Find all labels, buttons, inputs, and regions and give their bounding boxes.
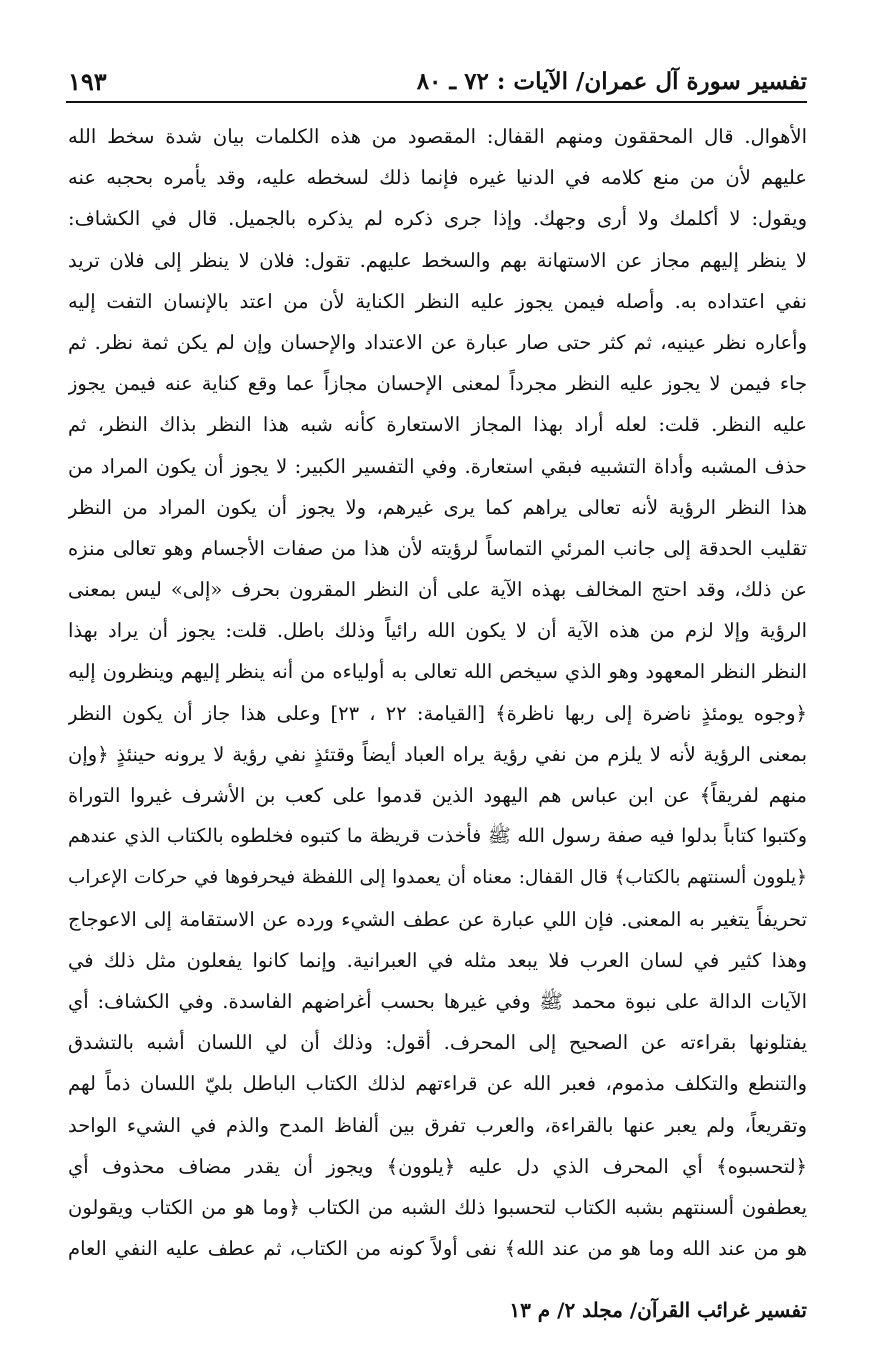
text-line: عليه النظر. قلت: لعله أراد بهذا المجاز الاستعارة كأنه شبه هذا النظر بذاك النظر، ثم bbox=[68, 413, 807, 437]
text-line: وهذا كثير في لسان العرب فلا يبعد مثله في العبرانية. وإنما كانوا يفعلون مثل ذلك في bbox=[68, 948, 807, 972]
text-line: الأهوال. قال المحققون ومنهم القفال: المقصود من هذه الكلمات بيان شدة سخط الله bbox=[68, 125, 807, 148]
page-number: ١٩٣ bbox=[68, 67, 107, 96]
text-line: الرؤية وإلا لزم من هذه الآية أن لا يكون الله رائياً وذلك باطل. قلت: يجوز أن يراد بهذا bbox=[68, 619, 807, 643]
running-header bbox=[68, 56, 807, 102]
footer-signature: تفسير غرائب القرآن/ مجلد ٢/ م ١٣ bbox=[509, 1298, 807, 1322]
text-line: عن ذلك، وقد احتج المخالف بهذه الآية على أن النظر المقرون بحرف «إلى» ليس بمعنى bbox=[68, 578, 807, 602]
text-line: ﴿يلوون ألسنتهم بالكتاب﴾ قال القفال: معناه أن يعمدوا إلى اللفظة فيحرفوها في حركات الإعراب bbox=[68, 867, 807, 889]
text-line: بمعنى الرؤية لأنه لا يلزم من نفي رؤية يراه العباد أيضاً وقتئذٍ نفي رؤية لا يرونه حينئذٍ ﴿وإن bbox=[68, 742, 807, 766]
text-line: هو من عند الله وما هو من عند الله﴾ نفى أولاً كونه من الكتاب، ثم عطف عليه النفي العام bbox=[68, 1237, 807, 1261]
text-line: منهم لفريقاً﴾ عن ابن عباس هم اليهود الذين قدموا على كعب بن الأشرف غيروا التوراة bbox=[68, 784, 807, 807]
text-line: هذا النظر الرؤية لأنه تعالى يراهم كما يرى غيرهم، ولا يجوز أن يكون المراد من النظر bbox=[68, 495, 807, 519]
text-line: يفتلونها بقراءته عن الصحيح إلى المحرف. أقول: وذلك أن لي اللسان أشبه بالتشدق bbox=[68, 1031, 807, 1055]
text-line: ﴿وجوه يومئذٍ ناضرة إلى ربها ناظرة﴾ [القيامة: ٢٢ ، ٢٣] وعلى هذا جاز أن يكون النظر bbox=[68, 701, 807, 725]
text-line: لا ينظر إليهم مجاز عن الاستهانة بهم والسخط عليهم. تقول: فلان لا ينظر إلى فلان تريد bbox=[68, 248, 807, 272]
text-line: جاء فيمن لا يجوز عليه النظر مجرداً لمعنى الإحسان مجازاً عما وقع كناية عنه فيمن يجوز bbox=[68, 372, 807, 396]
text-line: تحريفاً يتغير به المعنى. فإن اللي عبارة عن عطف الشيء ورده عن الاستقامة إلى الاعوجاج bbox=[68, 907, 807, 931]
body-text bbox=[68, 116, 807, 1269]
text-line: وكتبوا كتاباً بدلوا فيه صفة رسول الله ﷺ فأخذت قريظة ما كتبوه فخلطوه بالكتاب الذي عندهم bbox=[68, 825, 807, 848]
text-line: نفي اعتداده به. وأصله فيمن يجوز عليه النظر الكناية لأن من اعتد بالإنسان التفت إليه bbox=[68, 289, 807, 313]
text-line: وتقريعاً، ولم يعبر عنها بالقراءة، والعرب تفرق بين ألفاظ المدح والذم في الشيء الواحد bbox=[68, 1113, 807, 1137]
header-rule bbox=[66, 101, 807, 103]
text-line: والتنطع والتكلف مذموم، فعبر الله عن قراءتهم لذلك الكتاب الباطل بليّ اللسان ذماً لهم bbox=[68, 1072, 807, 1096]
text-line: تقليب الحدقة إلى جانب المرئي التماساً لرؤيته لأن هذا من صفات الأجسام وهو تعالى منزه bbox=[68, 536, 807, 560]
text-line: يعطفون ألسنتهم بشبه الكتاب لتحسبوا ذلك الشبه من الكتاب ﴿وما هو من الكتاب ويقولون bbox=[68, 1195, 807, 1219]
text-line: ويقول: لا أكلمك ولا أرى وجهك. وإذا جرى ذكره لم يذكره بالجميل. قال في الكشاف: bbox=[68, 207, 807, 231]
text-line: عليهم لأن من منع كلامه في الدنيا غيره فإنما ذلك لسخطه عليه، وقد يأمره بحجبه عنه bbox=[68, 166, 807, 190]
text-line: ﴿لتحسبوه﴾ أي المحرف الذي دل عليه ﴿يلوون﴾ ويجوز أن يقدر مضاف محذوف أي bbox=[68, 1154, 807, 1178]
text-line: النظر النظر المعهود وهو الذي سيخص الله تعالى به أولياءه من أنه ينظر إليهم وينظرون إليه bbox=[68, 660, 807, 684]
text-line: حذف المشبه وأداة التشبيه فبقي استعارة. وفي التفسير الكبير: لا يجوز أن يكون المراد من bbox=[68, 454, 807, 478]
text-line: الآيات الدالة على نبوة محمد ﷺ وفي غيرها بحسب أغراضهم الفاسدة. وفي الكشاف: أي bbox=[68, 989, 807, 1013]
text-line: وأعاره نظر عينيه، ثم كثر حتى صار عبارة عن الاعتداد والإحسان وإن لم يكن ثمة نظر. ثم bbox=[68, 330, 807, 354]
running-title: تفسير سورة آل عمران/ الآيات : ٧٢ ـ ٨٠ bbox=[416, 68, 807, 95]
